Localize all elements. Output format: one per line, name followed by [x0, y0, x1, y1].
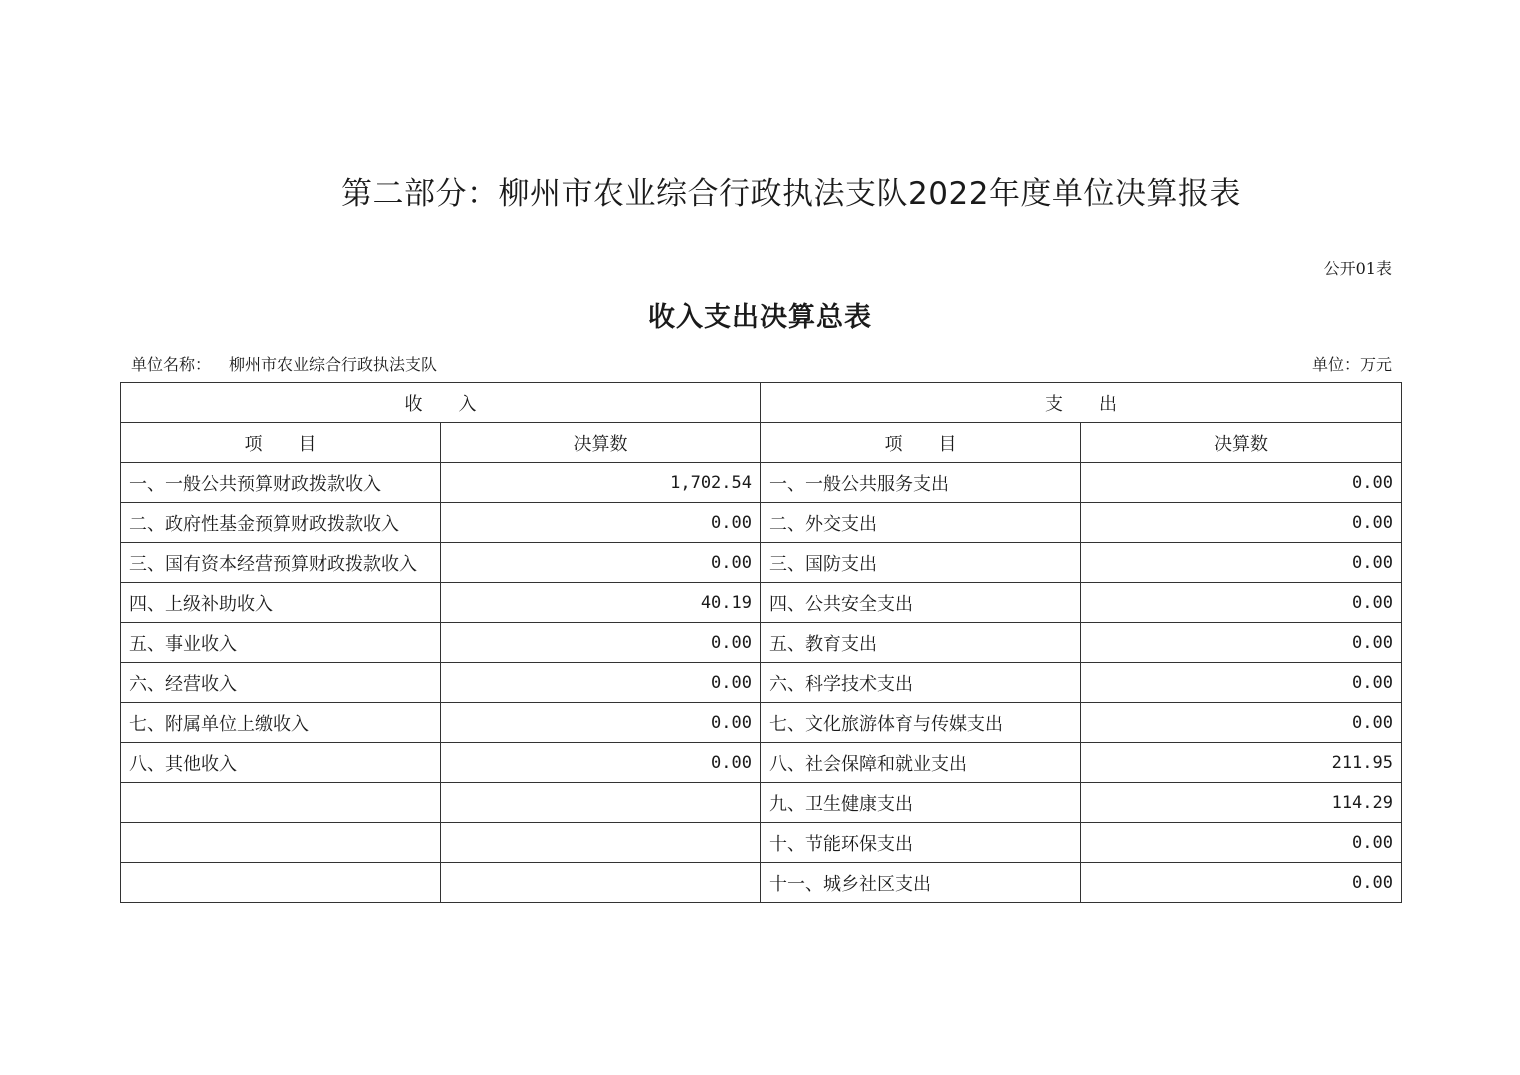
- expense-amount-cell: 211.95: [1081, 743, 1402, 783]
- income-amount-header: 决算数: [441, 423, 761, 463]
- table-title: 收入支出决算总表: [648, 302, 872, 333]
- expense-item-cell: 五、教育支出: [761, 623, 1081, 663]
- unit-label: 单位：万元: [1311, 355, 1392, 374]
- expense-item-cell: 七、文化旅游体育与传媒支出: [761, 703, 1081, 743]
- income-amount-cell: 0.00: [441, 663, 761, 703]
- income-amount-cell: 0.00: [441, 743, 761, 783]
- expense-amount-cell: 0.00: [1081, 863, 1402, 903]
- income-amount-cell: 0.00: [441, 703, 761, 743]
- expense-amount-cell: 0.00: [1081, 663, 1402, 703]
- unit-name-label: 单位名称：: [131, 355, 212, 374]
- income-item-cell: [121, 823, 441, 863]
- income-item-cell: 五、事业收入: [121, 623, 441, 663]
- income-expense-table: [120, 382, 1402, 903]
- expense-item-cell: 四、公共安全支出: [761, 583, 1081, 623]
- expense-group-header: 支 出: [761, 383, 1402, 423]
- table-row: [121, 583, 1402, 623]
- expense-amount-cell: 0.00: [1081, 823, 1402, 863]
- expense-item-cell: 二、外交支出: [761, 503, 1081, 543]
- expense-amount-cell: 0.00: [1081, 623, 1402, 663]
- meta-row: [131, 352, 1392, 375]
- expense-item-header: 项 目: [761, 423, 1081, 463]
- table-row: [121, 783, 1402, 823]
- table-row: [121, 823, 1402, 863]
- income-item-header: 项 目: [121, 423, 441, 463]
- expense-amount-cell: 0.00: [1081, 703, 1402, 743]
- table-row: [121, 503, 1402, 543]
- expense-item-cell: 十、节能环保支出: [761, 823, 1081, 863]
- form-code: 公开01表: [1323, 259, 1392, 278]
- table-row: [121, 863, 1402, 903]
- table-row: [121, 663, 1402, 703]
- expense-item-cell: 三、国防支出: [761, 543, 1081, 583]
- expense-item-cell: 一、一般公共服务支出: [761, 463, 1081, 503]
- income-amount-cell: 40.19: [441, 583, 761, 623]
- income-item-cell: [121, 783, 441, 823]
- table-row: [121, 543, 1402, 583]
- income-item-cell: 四、上级补助收入: [121, 583, 441, 623]
- income-amount-cell: 0.00: [441, 503, 761, 543]
- income-amount-cell: 1,702.54: [441, 463, 761, 503]
- income-item-cell: 八、其他收入: [121, 743, 441, 783]
- income-item-cell: 一、一般公共预算财政拨款收入: [121, 463, 441, 503]
- expense-amount-cell: 0.00: [1081, 503, 1402, 543]
- table-row: [121, 623, 1402, 663]
- income-amount-cell: [441, 823, 761, 863]
- income-amount-cell: 0.00: [441, 623, 761, 663]
- expense-item-cell: 十一、城乡社区支出: [761, 863, 1081, 903]
- expense-item-cell: 六、科学技术支出: [761, 663, 1081, 703]
- expense-item-cell: 九、卫生健康支出: [761, 783, 1081, 823]
- table-row: [121, 463, 1402, 503]
- expense-amount-cell: 0.00: [1081, 543, 1402, 583]
- income-group-header: 收 入: [121, 383, 761, 423]
- income-item-cell: 三、国有资本经营预算财政拨款收入: [121, 543, 441, 583]
- expense-amount-cell: 0.00: [1081, 463, 1402, 503]
- income-item-cell: 七、附属单位上缴收入: [121, 703, 441, 743]
- unit-name-value: 柳州市农业综合行政执法支队: [229, 355, 438, 374]
- expense-amount-cell: 114.29: [1081, 783, 1402, 823]
- expense-amount-cell: 0.00: [1081, 583, 1402, 623]
- income-item-cell: 六、经营收入: [121, 663, 441, 703]
- table-row: [121, 703, 1402, 743]
- expense-amount-header: 决算数: [1081, 423, 1402, 463]
- income-item-cell: 二、政府性基金预算财政拨款收入: [121, 503, 441, 543]
- income-item-cell: [121, 863, 441, 903]
- expense-item-cell: 八、社会保障和就业支出: [761, 743, 1081, 783]
- page-title: 第二部分：柳州市农业综合行政执法支队2022年度单位决算报表: [341, 176, 1241, 212]
- income-amount-cell: 0.00: [441, 543, 761, 583]
- table-row: [121, 743, 1402, 783]
- group-header-row: [121, 383, 1402, 423]
- unit-name: [131, 352, 437, 375]
- income-amount-cell: [441, 863, 761, 903]
- column-header-row: [121, 423, 1402, 463]
- income-amount-cell: [441, 783, 761, 823]
